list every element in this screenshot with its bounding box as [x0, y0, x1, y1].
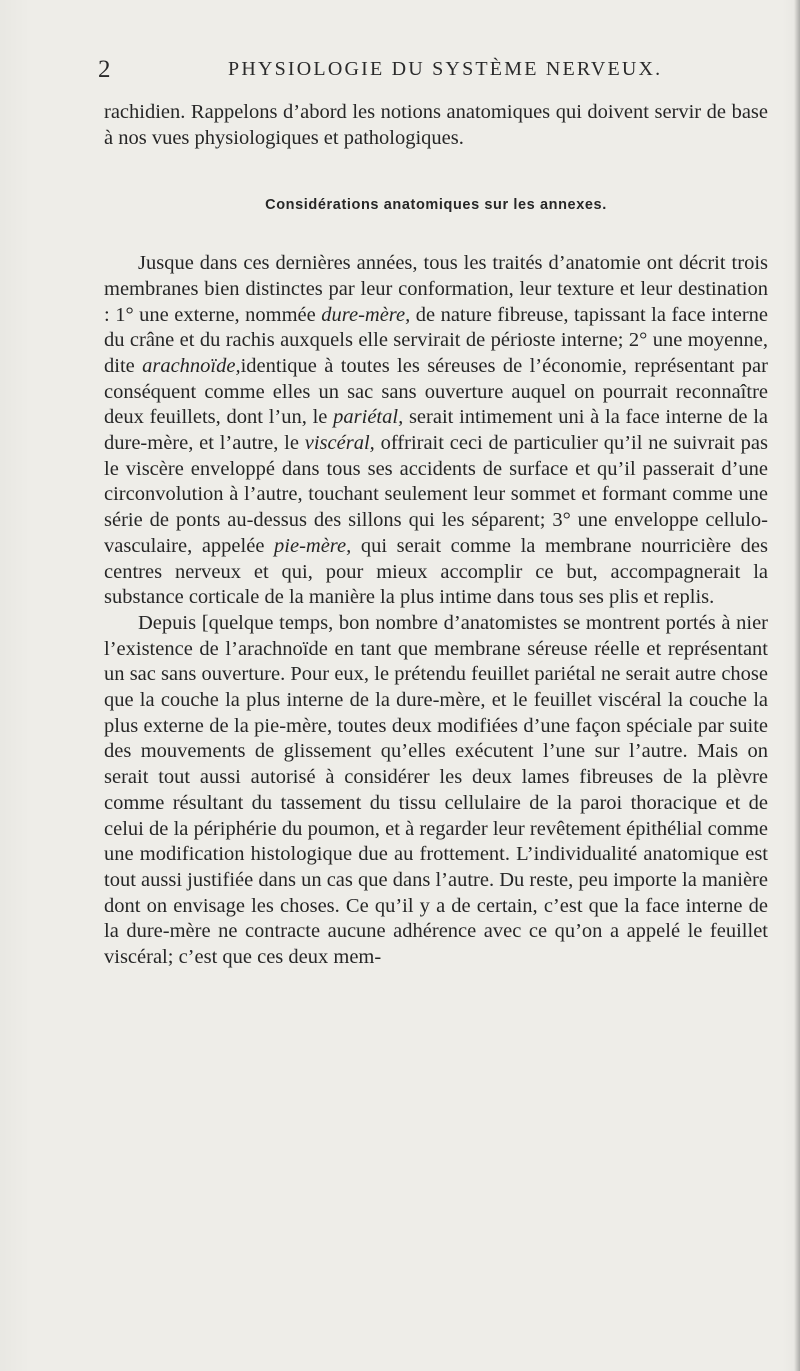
paragraph-membranes-text-2: de nature fibreuse, tapissant la face interne du crâne et du rachis auxquels elle servirait de périoste interne; 2° une moyenne, dite	[104, 303, 768, 377]
body-text	[104, 100, 768, 971]
paragraph-membranes-text-1: Jusque dans ces dernières années, tous les traités d’anatomie ont décrit trois membranes bien distinctes par leur conformation, leur texture et leur destination : 1° une externe, nommée	[104, 252, 768, 326]
section-heading: Considérations anatomiques sur les annexes.	[265, 197, 607, 214]
term-pie-mere: pie-mère,	[274, 534, 352, 557]
paragraph-membranes-text-5: offrirait ceci de particulier qu’il ne suivrait pas le viscère enveloppé dans tous ses accidents de surface et qu’il passerait d’une circonvolution à l’autre, touchant seulement leur sommet et formant comme une série de ponts au-dessus des sillons qui les séparent; 3° une enveloppe cellulo-vasculaire, appelée	[104, 432, 768, 557]
page-edge-shadow	[794, 0, 800, 1371]
term-arachnoide: arachnoïde,	[142, 354, 241, 377]
paragraph-arachnoid-debate: Depuis [quelque temps, bon nombre d’anatomistes se montrent portés à nier l’existence de l’arachnoïde en tant que membrane séreuse réelle et représentant un sac sans ouverture. Pour eux, le prétendu feuillet pariétal ne serait autre chose que la couche la plus interne de la dure-mère, et le feuillet viscéral la couche la plus externe de la pie-mère, toutes deux modifiées d’une façon spéciale par suite des mouvements de glissement qu’elles exécutent l’une sur l’autre. Mais on serait tout aussi autorisé à considérer les deux lames fibreuses de la plèvre comme résultant du tassement du tissu cellulaire de la paroi thoracique et de celui de la périphérie du poumon, et à regarder leur revêtement épithélial comme une modification histologique due au frottement. L’individualité anatomique est tout aussi justifiée dans un cas que dans l’autre. Du reste, peu importe la manière dont on envisage les choses. Ce qu’il y a de certain, c’est que la face interne de la dure-mère ne contracte aucune adhérence avec ce qu’on a appelé le feuillet viscéral; c’est que ces deux mem-	[104, 611, 768, 969]
page-header	[98, 56, 742, 96]
term-visceral: viscéral,	[304, 432, 375, 455]
paragraph-membranes-text-3: identique à toutes les séreuses de l’économie, représentant par conséquent comme elles un sac sans ouverture auquel on pourrait reconnaître deux feuillets, dont l’un, le	[104, 354, 768, 429]
intro-paragraph: rachidien. Rappelons d’abord les notions anatomiques qui doivent servir de base à nos vues physiologiques et pathologiques.	[104, 101, 768, 149]
paragraph-membranes-text-6: qui serait comme la membrane nourricière des centres nerveux et qui, pour mieux accomplir ce but, accompagnerait la substance corticale de la manière la plus intime dans tous ses plis et replis.	[104, 534, 768, 609]
term-parietal: pariétal,	[333, 406, 404, 429]
running-title: PHYSIOLOGIE DU SYSTÈME NERVEUX.	[228, 58, 663, 80]
paragraph-membranes-text-4: serait intimement uni à la face interne de la dure-mère, et l’autre, le	[104, 406, 768, 455]
page-number: 2	[98, 56, 111, 83]
term-dure-mere: dure-mère,	[321, 303, 411, 326]
paragraph-membranes	[104, 251, 768, 611]
